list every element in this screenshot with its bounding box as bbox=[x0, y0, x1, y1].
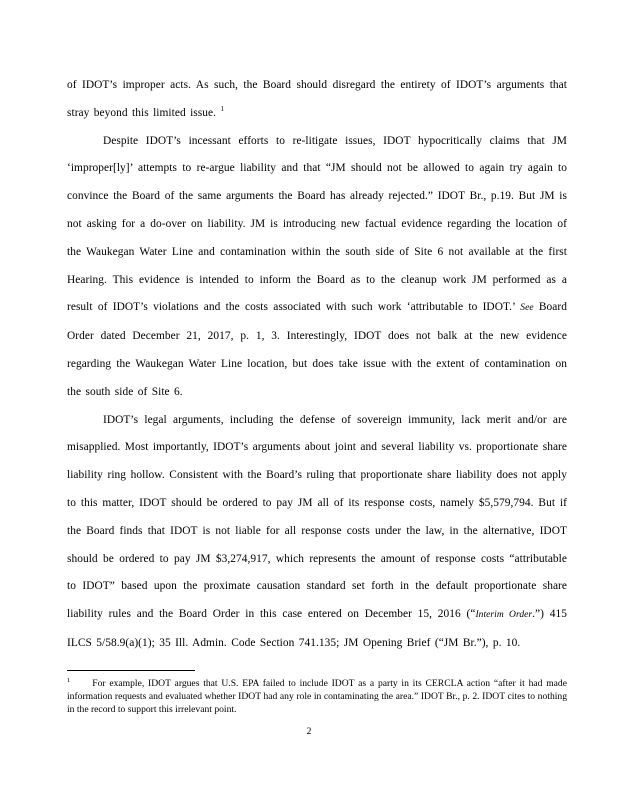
paragraph-3-text-b: .”) 415 ILCS 5/58.9(a)(1); 35 Ill. Admin. Code Section 741.135; JM Opening Brief (“JM Br.”), p. 10. bbox=[67, 608, 567, 649]
paragraph-continuation bbox=[67, 72, 567, 128]
paragraph-1-text: of IDOT’s improper acts. As such, the Board should disregard the entirety of IDOT’s arguments that stray beyond this limited issue. bbox=[67, 79, 567, 119]
footnote bbox=[67, 677, 567, 717]
paragraph-2-text-b: Board Order dated December 21, 2017, p. 1, 3. Interestingly, IDOT does not balk at the new evidence regarding the Waukegan Water Line location, but does take issue with the extent of contamination on the south side of Site 6. bbox=[67, 301, 567, 398]
footnote-marker: 1 bbox=[67, 676, 71, 684]
body-text bbox=[67, 72, 567, 658]
footnote-text: For example, IDOT argues that U.S. EPA failed to include IDOT as a party in its CERCLA action “after it had made information requests and evaluated whether IDOT had any role in contaminating the area.” IDOT Br., p. 2. IDOT cites to nothing in the record to support this irrelevant point. bbox=[67, 678, 567, 716]
paragraph-2-text-a: Despite IDOT’s incessant efforts to re-litigate issues, IDOT hypocritically claims that JM ‘improper[ly]’ attempts to re-argue liability and that “JM should not be allowed to again try again to convince the Board of the same arguments the Board has already rejected.” IDOT Br., p.19. But JM is not asking for a do-over on liability. JM is introducing new factual evidence regarding the location of the Waukegan Water Line and contamination within the south side of Site 6 not available at the first Hearing. This evidence is intended to inform the Board as to the cleanup work JM performed as a result of IDOT’s violations and the costs associated with such work ‘attributable to IDOT.’ bbox=[67, 134, 567, 314]
footnote-divider bbox=[67, 670, 195, 671]
page-number: 2 bbox=[306, 726, 312, 737]
interim-order-citation: Interim Order bbox=[475, 610, 533, 621]
see-signal: See bbox=[520, 303, 534, 314]
paragraph-relitigate bbox=[67, 128, 567, 407]
footnote-reference: 1 bbox=[220, 105, 224, 113]
paragraph-3-text-a: IDOT’s legal arguments, including the defense of sovereign immunity, lack merit and/or are misapplied. Most importantly, IDOT’s arguments about joint and several liability vs. proportionate share liability ring hollow. Consistent with the Board’s ruling that proportionate share liability does not apply to this matter, IDOT should be ordered to pay JM all of its response costs, namely $5,579,794. But if the Board finds that IDOT is not liable for all response costs under the law, in the alternative, IDOT should be ordered to pay JM $3,274,917, which represents the amount of response costs “attributable to IDOT” based upon the proximate causation standard set forth in the default proportionate share liability rules and the Board Order in this case entered on December 15, 2016 (“ bbox=[67, 413, 567, 621]
paragraph-legal-arguments bbox=[67, 407, 567, 658]
